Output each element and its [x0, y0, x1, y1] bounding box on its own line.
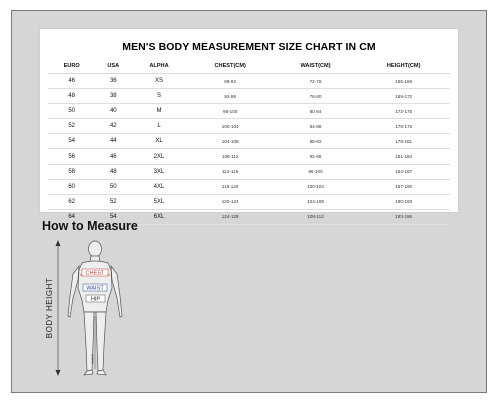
height-arrow-bottom: [56, 370, 61, 376]
cell-usa: 54: [95, 209, 131, 224]
cell-chest: 96-100: [187, 104, 274, 119]
cell-chest: 112-116: [187, 164, 274, 179]
cell-usa: 36: [95, 74, 131, 89]
table-header-row: [48, 59, 450, 74]
waist-label: WAIST: [86, 285, 104, 292]
cell-height: 172-175: [357, 104, 450, 119]
size-chart-card: [40, 29, 458, 220]
body-measure-figure: [40, 236, 150, 386]
cell-chest: 104-108: [187, 134, 274, 149]
body-height-label: BODY HEIGHT: [45, 277, 54, 339]
cell-height: 184-187: [357, 164, 450, 179]
cell-alpha: S: [131, 89, 186, 104]
cell-height: 178-181: [357, 134, 450, 149]
cell-chest: 124-128: [187, 209, 274, 224]
cell-waist: 72-76: [274, 74, 358, 89]
cell-waist: 108-112: [274, 209, 358, 224]
cell-waist: 104-108: [274, 194, 358, 209]
cell-euro: 54: [48, 134, 95, 149]
table-row: [48, 179, 450, 194]
cell-waist: 96-100: [274, 164, 358, 179]
cell-alpha: XL: [131, 134, 186, 149]
table-row: [48, 134, 450, 149]
table-row: [48, 89, 450, 104]
cell-waist: 84-88: [274, 119, 358, 134]
header-height: HEIGHT(CM): [357, 59, 450, 74]
cell-waist: 100-104: [274, 179, 358, 194]
cell-waist: 92-96: [274, 149, 358, 164]
cell-usa: 44: [95, 134, 131, 149]
cell-euro: 52: [48, 119, 95, 134]
cell-height: 190-193: [357, 194, 450, 209]
cell-waist: 80 84: [274, 104, 358, 119]
table-row: [48, 149, 450, 164]
cell-euro: 60: [48, 179, 95, 194]
inseam-label: INSEAM: [91, 354, 95, 364]
cell-euro: 48: [48, 89, 95, 104]
cell-usa: 40: [95, 104, 131, 119]
cell-alpha: 3XL: [131, 164, 186, 179]
cell-euro: 46: [48, 74, 95, 89]
cell-chest: 100-104: [187, 119, 274, 134]
chest-label: CHEST: [85, 270, 105, 277]
cell-alpha: XS: [131, 74, 186, 89]
cell-chest: 88-92: [187, 74, 274, 89]
cell-euro: 64: [48, 209, 95, 224]
cell-waist: 88-92: [274, 134, 358, 149]
cell-euro: 56: [48, 149, 95, 164]
cell-height: 187-190: [357, 179, 450, 194]
cell-usa: 46: [95, 149, 131, 164]
hip-label: HIP: [90, 296, 101, 303]
cell-chest: 108-112: [187, 149, 274, 164]
table-row: [48, 194, 450, 209]
cell-euro: 58: [48, 164, 95, 179]
cell-usa: 38: [95, 89, 131, 104]
cell-usa: 42: [95, 119, 131, 134]
chart-title: MEN'S BODY MEASUREMENT SIZE CHART IN CM: [122, 41, 376, 53]
cell-alpha: M: [131, 104, 186, 119]
cell-height: 193-196: [357, 209, 450, 224]
how-to-measure-heading: How to Measure: [42, 219, 138, 233]
cell-alpha: 6XL: [131, 209, 186, 224]
cell-usa: 50: [95, 179, 131, 194]
cell-alpha: 2XL: [131, 149, 186, 164]
cell-alpha: L: [131, 119, 186, 134]
table-row: [48, 119, 450, 134]
cell-chest: 92-96: [187, 89, 274, 104]
cell-alpha: 5XL: [131, 194, 186, 209]
cell-height: 169-172: [357, 89, 450, 104]
cell-waist: 76-80: [274, 89, 358, 104]
header-euro: EURO: [48, 59, 95, 74]
cell-euro: 50: [48, 104, 95, 119]
header-alpha: ALPHA: [131, 59, 186, 74]
height-arrow-top: [56, 240, 61, 246]
header-chest: CHEST(CM): [187, 59, 274, 74]
table-row: [48, 164, 450, 179]
cell-usa: 48: [95, 164, 131, 179]
cell-euro: 62: [48, 194, 95, 209]
cell-height: 166-169: [357, 74, 450, 89]
cell-height: 175-178: [357, 119, 450, 134]
table-row: [48, 104, 450, 119]
cell-height: 181-184: [357, 149, 450, 164]
cell-chest: 120-124: [187, 194, 274, 209]
cell-usa: 52: [95, 194, 131, 209]
cell-chest: 116-120: [187, 179, 274, 194]
header-usa: USA: [95, 59, 131, 74]
table-row: [48, 74, 450, 89]
size-table: [48, 59, 450, 225]
cell-alpha: 4XL: [131, 179, 186, 194]
header-waist: WAIST(CM): [274, 59, 358, 74]
